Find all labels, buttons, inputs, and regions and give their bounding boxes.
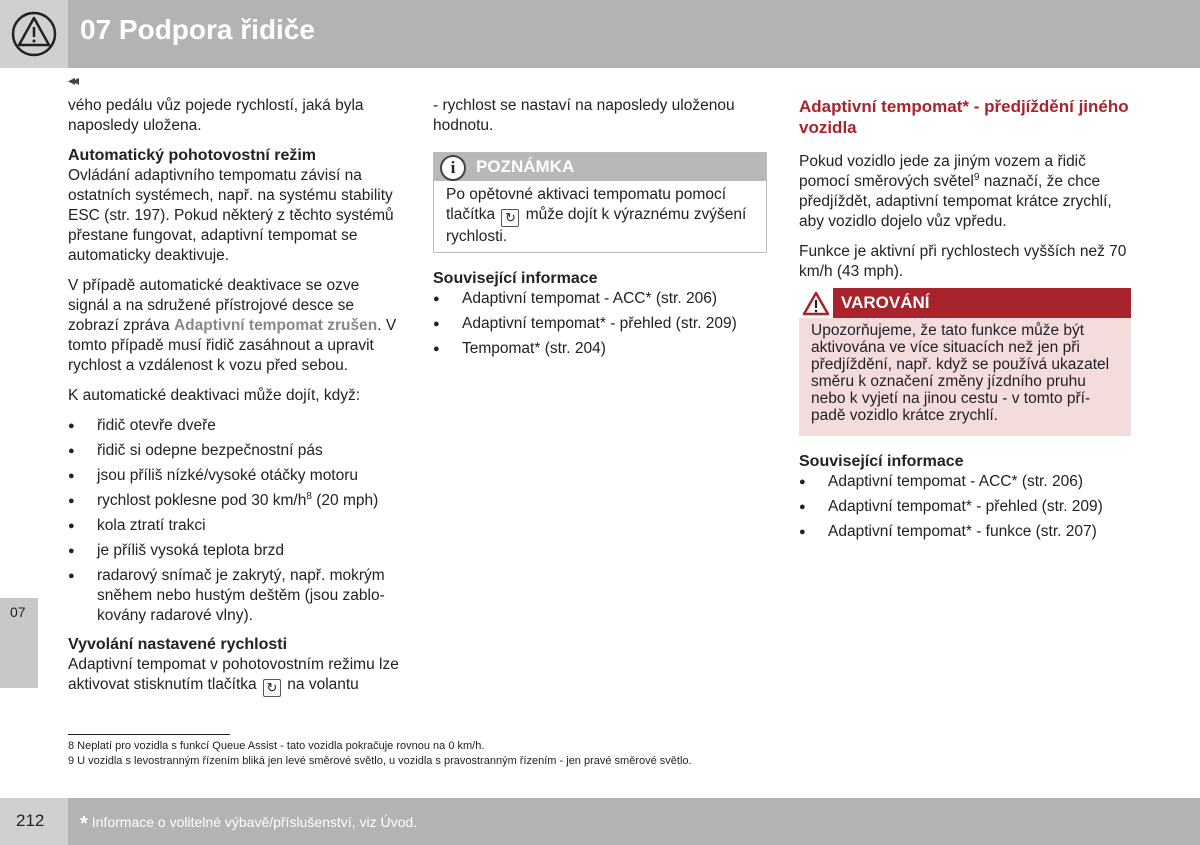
list-item: ● radarový snímač je zakrytý, např. mokrým sněhem nebo hustým deštěm (jsou zablokovány radarové vlny).: [68, 566, 400, 626]
star-marker: *: [80, 813, 88, 835]
recall-text-2: na volantu: [282, 676, 359, 693]
note-body: [434, 181, 766, 251]
previous-page-arrow[interactable]: ◂◂: [68, 72, 77, 88]
related-link[interactable]: ● Adaptivní tempomat - ACC* (str. 206): [799, 472, 1131, 492]
paragraph-continued-2: - rychlost se nastaví na naposledy uloženou hodnotu.: [433, 97, 735, 134]
warning-triangle-icon: [0, 0, 68, 68]
list-item-text: rychlost poklesne pod 30 km/h: [97, 492, 307, 509]
related-info-title: Související informace: [433, 270, 598, 287]
column-3-related: [799, 452, 1131, 547]
section-title: Adaptivní tempomat* - předjíždění jiného vozidla: [799, 97, 1129, 137]
note-header: [434, 153, 766, 181]
resume-button-icon: ↻: [263, 679, 281, 697]
related-link[interactable]: ● Adaptivní tempomat* - přehled (str. 209): [433, 314, 765, 334]
deactivation-text-1: V případě automatické deaktivace se ozve signál a na sdružené přístrojové desce se zobrazí zpráva: [68, 277, 360, 334]
deactivation-text-2: . V tomto případě musí řidič zasáhnout a upravit rychlost a vzdálenost k vozu před sebou.: [68, 317, 397, 374]
warning-triangle-icon: [799, 288, 833, 318]
list-item: ● je příliš vysoká teplota brzd: [68, 541, 400, 561]
related-info-title: Související informace: [799, 453, 964, 470]
list-item: ● kola ztratí trakci: [68, 516, 400, 536]
info-icon: i: [440, 155, 466, 181]
page-number: 212: [16, 811, 45, 830]
page-footer: [0, 798, 1200, 845]
footnote-9: 9 U vozidla s levostranným řízením bliká jen levé směrové světlo, u vozidla s pravostranným řízením - jen pravé směrové světlo.: [68, 755, 692, 767]
footer-page-box: [0, 798, 68, 845]
overtake-text-2: naznačí, že chce předjíždět, adaptivní tempomat krátce zrychlí, aby vozidlo dojelo vůz vpředu.: [799, 173, 1112, 230]
footnote-ref-8[interactable]: 8: [306, 490, 312, 502]
paragraph-continued: vého pedálu vůz pojede rychlostí, jaká byla naposledy uložena.: [68, 97, 364, 134]
column-2: [433, 96, 765, 146]
header-icon-box: [0, 0, 68, 68]
deactivation-list: [68, 416, 400, 626]
related-link[interactable]: ● Tempomat* (str. 204): [433, 339, 765, 359]
note-text-2: může dojít k výraznému zvýšení rychlosti.: [446, 206, 747, 245]
related-info-list: [433, 289, 765, 359]
chapter-title: 07 Podpora řidiče: [80, 14, 315, 45]
column-1: [68, 96, 400, 707]
paragraph-recall: [68, 655, 400, 697]
page-header: [0, 0, 1200, 68]
paragraph-auto-deactivation: [68, 276, 400, 376]
warning-box: [799, 288, 1131, 436]
related-link[interactable]: ● Adaptivní tempomat - ACC* (str. 206): [433, 289, 765, 309]
resume-button-icon: ↻: [501, 209, 519, 227]
list-item: [68, 491, 400, 511]
footnote-ref-9[interactable]: 9: [973, 171, 980, 183]
note-title: POZNÁMKA: [476, 157, 575, 176]
warning-body: Upozorňujeme, že tato funkce může být aktivována ve více situacích než jen při předjíždění, např. když se používá ukazatel směru k označení změny jízdního pruhu nebo k vyjetí na jinou cestu - v tomto případě vozidlo krátce zrychlí.: [811, 322, 1110, 424]
related-link[interactable]: ● Adaptivní tempomat* - přehled (str. 209): [799, 497, 1131, 517]
chapter-side-tab[interactable]: [0, 598, 38, 688]
warning-title: VAROVÁNÍ: [841, 293, 930, 312]
paragraph-auto-standby: Ovládání adaptivního tempomatu závisí na ostatních systémech, např. na systému stability ESC (str. 197). Pokud některý z těchto systémů přestane fungovat, adaptivní tempomat se automaticky deaktivuje.: [68, 167, 394, 264]
list-item-tail: (20 mph): [311, 492, 379, 509]
related-link[interactable]: ● Adaptivní tempomat* - funkce (str. 207): [799, 522, 1131, 542]
list-item: ● řidič si odepne bezpečnostní pás: [68, 441, 400, 461]
paragraph-when: K automatické deaktivaci může dojít, když:: [68, 387, 361, 404]
heading-recall-speed: Vyvolání nastavené rychlosti: [68, 636, 288, 653]
recall-text-1: Adaptivní tempomat v pohotovostním režimu lze aktivovat stisknutím tlačítka: [68, 656, 399, 693]
paragraph-speed-limit: Funkce je aktivní při rychlostech vyšších než 70 km/h (43 mph).: [799, 243, 1127, 280]
overtake-text-1: Pokud vozidlo jede za jiným vozem a řidič pomocí směrových světel: [799, 153, 1086, 190]
column-3: [799, 96, 1131, 292]
related-info-list: [799, 472, 1131, 542]
paragraph-overtake: [799, 152, 1131, 232]
note-box: [433, 152, 767, 253]
note-text-1: Po opětovné aktivaci tempomatu pomocí tlačítka: [446, 186, 727, 223]
display-message: Adaptivní tempomat zrušen: [173, 317, 378, 334]
footnote-8: 8 Neplatí pro vozidla s funkcí Queue Assist - tato vozidla pokračuje rovnou na 0 km/h.: [68, 740, 485, 752]
footnote-divider: [68, 734, 230, 735]
list-item: ● řidič otevře dveře: [68, 416, 400, 436]
heading-auto-standby: Automatický pohotovostní režim: [68, 147, 317, 164]
side-tab-label: 07: [10, 604, 26, 620]
list-item: ● jsou příliš nízké/vysoké otáčky motoru: [68, 466, 400, 486]
column-2-related: [433, 269, 765, 364]
footer-note: [80, 813, 417, 836]
warning-header: [799, 288, 1131, 318]
warning-icon-box: [799, 288, 833, 318]
footer-note-text: Informace o volitelné výbavě/příslušenství, viz Úvod.: [91, 814, 418, 830]
